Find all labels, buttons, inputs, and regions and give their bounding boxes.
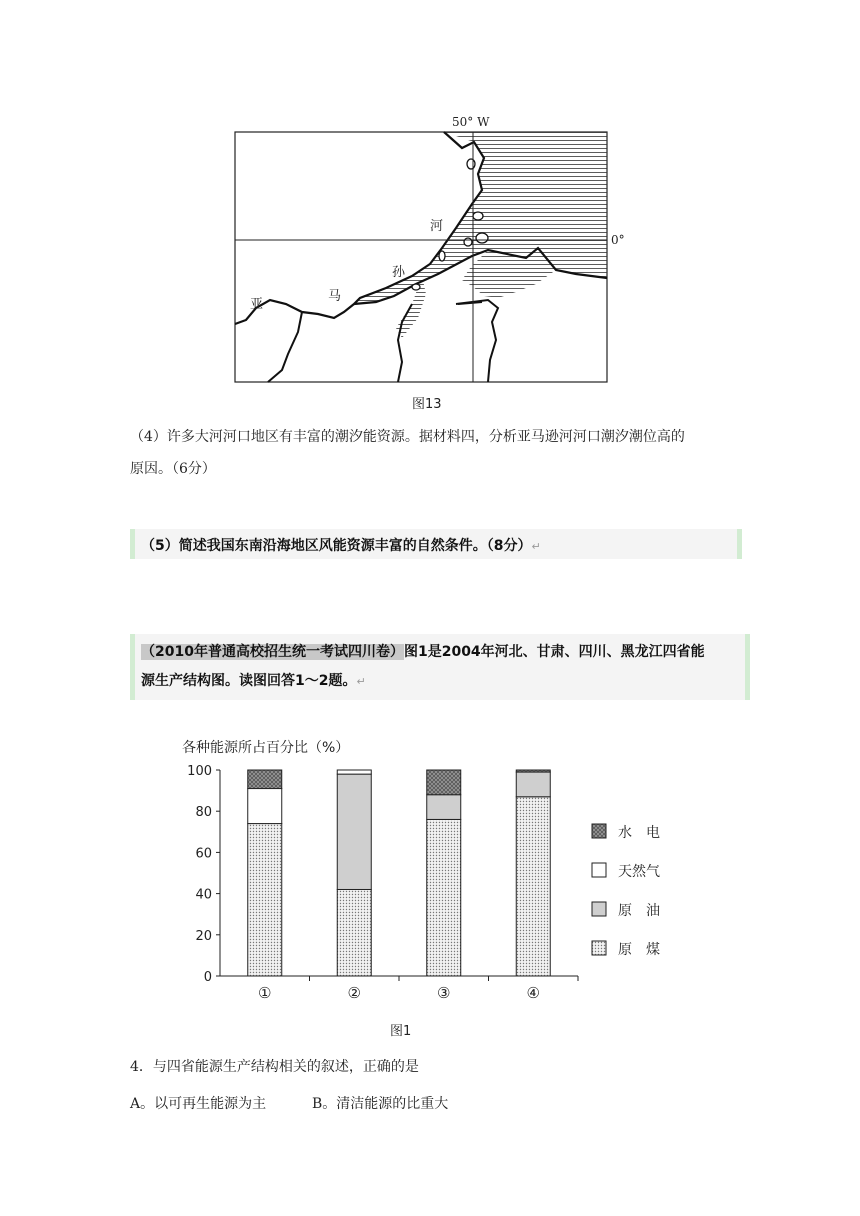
island-6 bbox=[412, 284, 420, 290]
intro-line-1 bbox=[141, 638, 739, 667]
return-mark: ↵ bbox=[356, 675, 366, 688]
question-5-banner bbox=[130, 529, 742, 559]
x-tick-label: ④ bbox=[526, 984, 540, 1002]
question-4-line-2: 原因。（6分） bbox=[130, 461, 216, 477]
latitude-label: 0° bbox=[611, 233, 625, 247]
bar-segment bbox=[248, 789, 282, 824]
bar-segment bbox=[337, 774, 371, 889]
y-axis bbox=[187, 764, 220, 985]
map-caption: 图13 bbox=[412, 397, 442, 412]
y-tick-label: 80 bbox=[195, 805, 212, 821]
option-a: A。以可再生能源为主 bbox=[130, 1096, 267, 1112]
x-tick-label: ① bbox=[258, 984, 272, 1002]
bar-segment bbox=[427, 819, 461, 976]
legend-swatch bbox=[592, 824, 606, 838]
y-tick-label: 60 bbox=[195, 846, 212, 862]
bar-segment bbox=[248, 824, 282, 976]
legend-label: 原 油 bbox=[618, 903, 660, 919]
bar-segment bbox=[337, 889, 371, 976]
bar-segment bbox=[248, 770, 282, 789]
legend-swatch bbox=[592, 941, 606, 955]
island-2 bbox=[473, 212, 483, 220]
river-tributary-1 bbox=[268, 312, 302, 382]
question-5-text: （5）简述我国东南沿海地区风能资源丰富的自然条件。（8分） bbox=[141, 538, 532, 554]
intro-banner bbox=[130, 634, 750, 700]
legend-label: 水 电 bbox=[618, 825, 660, 841]
island-5 bbox=[439, 251, 445, 261]
island-3 bbox=[476, 233, 488, 243]
x-tick-label: ② bbox=[347, 984, 361, 1002]
legend-swatch bbox=[592, 863, 606, 877]
bar-segment bbox=[516, 797, 550, 976]
chart-title: 各种能源所占百分比（%） bbox=[182, 740, 350, 756]
bar-segment bbox=[516, 772, 550, 797]
place-char-he: 河 bbox=[430, 219, 444, 234]
intro-line-2-text: 源生产结构图。读图回答1～2题。 bbox=[141, 673, 357, 689]
return-mark: ↵ bbox=[531, 540, 541, 553]
island-4 bbox=[464, 238, 472, 246]
legend-swatch bbox=[592, 902, 606, 916]
legend bbox=[592, 824, 660, 958]
mc-question-stem: 4．与四省能源生产结构相关的叙述，正确的是 bbox=[130, 1059, 419, 1075]
legend-label: 原 煤 bbox=[618, 942, 660, 958]
chart-caption: 图1 bbox=[390, 1024, 412, 1039]
y-tick-label: 20 bbox=[195, 928, 212, 944]
longitude-label: 50° W bbox=[452, 115, 490, 129]
intro-line-1-rest: 图1是2004年河北、甘肃、四川、黑龙江四省能 bbox=[403, 644, 705, 660]
option-b: B。清洁能源的比重大 bbox=[312, 1096, 449, 1112]
question-4-line-1: （4）许多大河河口地区有丰富的潮汐能资源。据材料四，分析亚马逊河河口潮汐潮位高的 bbox=[130, 429, 685, 445]
y-tick-label: 0 bbox=[203, 970, 212, 985]
energy-structure-chart bbox=[180, 734, 700, 1004]
island-1 bbox=[467, 159, 475, 169]
bar-segment bbox=[427, 770, 461, 795]
y-tick-label: 40 bbox=[195, 887, 212, 903]
x-tick-label: ③ bbox=[437, 984, 451, 1002]
river-tributary-3 bbox=[456, 300, 498, 382]
place-char-sun: 孙 bbox=[392, 265, 406, 280]
place-char-ma: 马 bbox=[328, 289, 342, 304]
intro-source: （2010年普通高校招生统一考试四川卷） bbox=[141, 644, 404, 660]
y-tick-label: 100 bbox=[187, 764, 212, 779]
amazon-estuary-map bbox=[226, 108, 625, 388]
place-char-ya: 亚 bbox=[250, 297, 264, 312]
bars bbox=[248, 770, 551, 976]
north-coastline bbox=[235, 132, 484, 324]
bar-segment bbox=[516, 770, 550, 772]
bar-segment bbox=[427, 795, 461, 820]
intro-line-2 bbox=[141, 667, 739, 696]
bar-segment bbox=[337, 770, 371, 774]
legend-label: 天然气 bbox=[618, 864, 660, 880]
x-axis bbox=[220, 976, 578, 1002]
